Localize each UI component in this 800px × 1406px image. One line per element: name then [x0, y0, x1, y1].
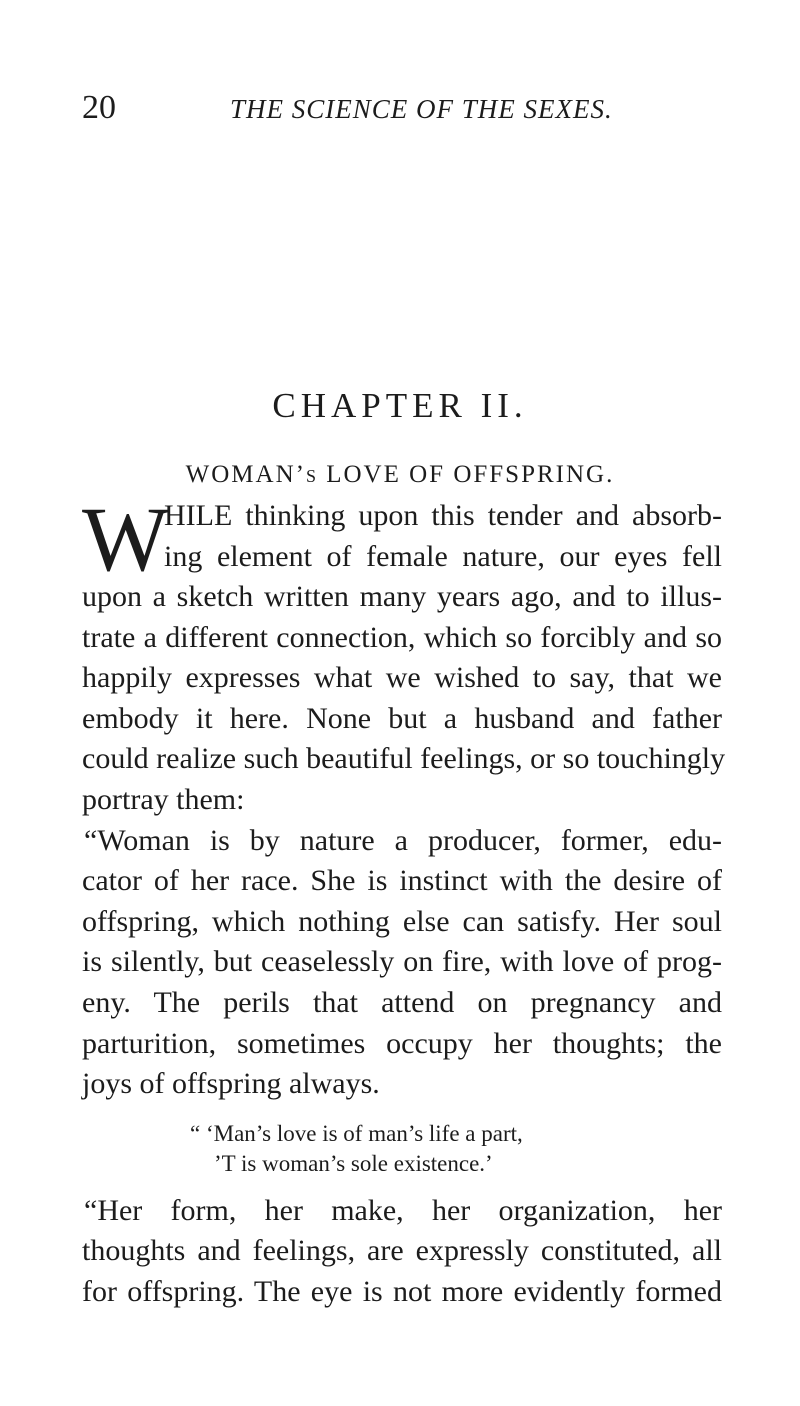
running-head: [82, 88, 722, 128]
drop-cap: W: [82, 488, 169, 590]
opening-paragraph-start: [82, 488, 722, 590]
verse-quote: [82, 1119, 722, 1179]
text-line: thoughts and feelings, are expressly constituted, all: [82, 1234, 722, 1268]
text-line: “Her form, her make, her organization, her: [84, 1193, 722, 1227]
text-line: happily expresses what we wished to say, that we: [82, 661, 722, 695]
text-line: parturition, sometimes occupy her thoughts; the: [82, 1026, 722, 1060]
text-line: is silently, but ceaselessly on fire, with love of prog-: [82, 945, 722, 979]
text-line: could realize such beautiful feelings, or so touchingly: [82, 742, 726, 776]
text-line: for offspring. The eye is not more evidently formed: [82, 1274, 722, 1308]
text-line: joys of offspring always.: [82, 1067, 380, 1101]
verse-line: “ ‘Man’s love is of man’s life a part,: [190, 1120, 523, 1146]
running-title: THE SCIENCE OF THE SEXES.: [230, 94, 613, 124]
page-number: 20: [82, 89, 116, 126]
chapter-subtitle: WOMAN’s LOVE OF OFFSPRING.: [185, 461, 615, 488]
text-line: HILE thinking upon this tender and absorb-: [164, 499, 722, 532]
text-line: embody it here. None but a husband and father: [82, 701, 722, 735]
text-line: cator of her race. She is instinct with the desire of: [82, 864, 722, 898]
text-line: ing element of female nature, our eyes fell: [164, 539, 722, 573]
following-paragraph: [82, 1191, 722, 1313]
text-line: upon a sketch written many years ago, and to illus-: [82, 580, 722, 613]
text-line: trate a different connection, which so forcibly and so: [82, 620, 722, 654]
body-text: [82, 488, 726, 1313]
text-line: “Woman is by nature a producer, former, edu-: [84, 823, 722, 857]
text-line: portray them:: [82, 782, 245, 816]
text-line: eny. The perils that attend on pregnancy and: [82, 985, 722, 1019]
text-line: offspring, which nothing else can satisfy. Her soul: [82, 904, 722, 938]
chapter-heading: CHAPTER II.: [272, 386, 528, 425]
verse-line: ’T is woman’s sole existence.’: [214, 1150, 493, 1176]
